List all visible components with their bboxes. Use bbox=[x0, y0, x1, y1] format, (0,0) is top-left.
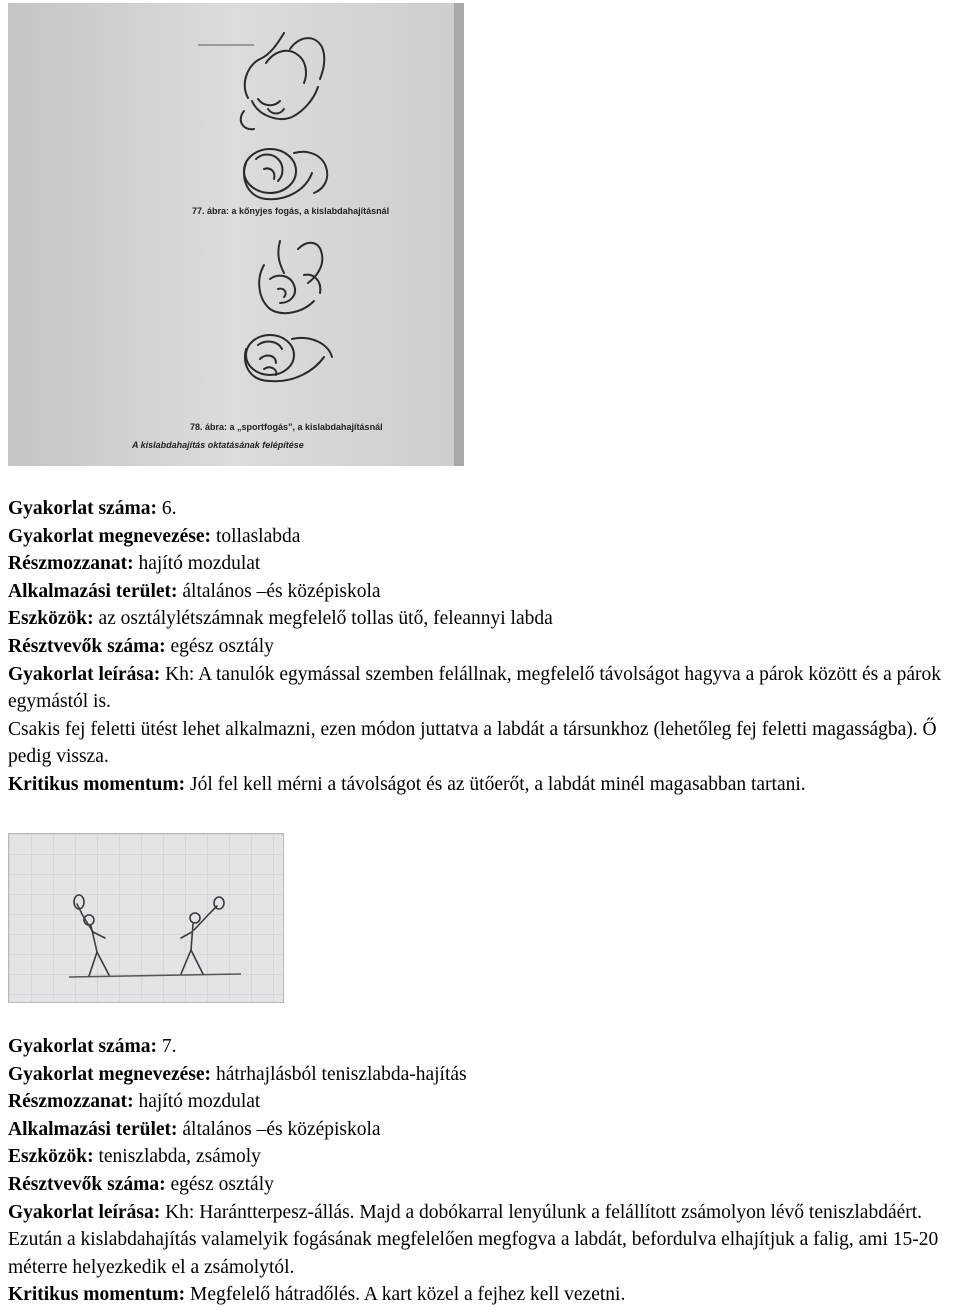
exercise-name-label: Gyakorlat megnevezése: bbox=[8, 1063, 212, 1085]
exercise-tools-label: Eszközök: bbox=[8, 1146, 94, 1168]
exercise-area-row bbox=[8, 578, 960, 606]
exercise-critical-row bbox=[8, 771, 960, 799]
exercise-description-row bbox=[8, 661, 960, 716]
exercise-part-row bbox=[8, 1088, 960, 1116]
hand-grip-drawings bbox=[8, 3, 464, 466]
exercise-area-label: Alkalmazási terület: bbox=[8, 580, 178, 602]
exercise-number-row bbox=[8, 495, 960, 523]
exercise-part-value: hajító mozdulat bbox=[133, 553, 261, 575]
exercise-participants-row bbox=[8, 633, 960, 661]
exercise-part-row bbox=[8, 550, 960, 578]
badminton-sketch-figure bbox=[8, 833, 284, 1003]
figure-caption-bottom: A kislabdahajítás oktatásának felépítése bbox=[132, 440, 304, 450]
exercise-area-row bbox=[8, 1116, 960, 1144]
figure-caption-78: 78. ábra: a „sportfogás”, a kislabdahajításnál bbox=[190, 422, 383, 432]
exercise-part-label: Részmozzanat: bbox=[8, 1091, 134, 1113]
exercise-number-label: Gyakorlat száma: bbox=[8, 1036, 157, 1057]
figure-caption-77: 77. ábra: a kőnyjes fogás, a kislabdahajításnál bbox=[192, 206, 390, 216]
stick-figures-drawing bbox=[9, 834, 284, 1003]
exercise-critical-value: Megfelelő hátradőlés. A kart közel a fejhez kell vezetni. bbox=[185, 1284, 626, 1306]
exercise-tools-value: az osztálylétszámnak megfelelő tollas ütő, feleannyi labda bbox=[93, 608, 553, 630]
exercise-area-label: Alkalmazási terület: bbox=[8, 1118, 178, 1140]
exercise-participants-label: Résztvevők száma: bbox=[8, 1173, 166, 1195]
exercise-critical-label: Kritikus momentum: bbox=[8, 773, 186, 795]
exercise-name-row bbox=[8, 1061, 960, 1089]
exercise-number-row bbox=[8, 1033, 960, 1061]
exercise-tools-value: teniszlabda, zsámoly bbox=[93, 1146, 261, 1168]
exercise-participants-row bbox=[8, 1171, 960, 1199]
exercise-name-label: Gyakorlat megnevezése: bbox=[8, 525, 212, 547]
exercise-name-value: tollaslabda bbox=[211, 525, 301, 547]
exercise-participants-value: egész osztály bbox=[165, 635, 274, 657]
exercise-tools-row bbox=[8, 605, 960, 633]
exercise-name-value: hátrhajlásból teniszlabda-hajítás bbox=[211, 1063, 467, 1085]
exercise-participants-value: egész osztály bbox=[165, 1173, 274, 1195]
exercise-participants-label: Résztvevők száma: bbox=[8, 635, 166, 657]
exercise-number-value: 7. bbox=[156, 1036, 177, 1057]
exercise-description-value: Kh: A tanulók egymással szemben felállnak, megfelelő távolságot hagyva a párok között és a párok egymástól is. bbox=[8, 663, 942, 713]
exercise-area-value: általános –és középiskola bbox=[177, 1118, 381, 1140]
exercise-area-value: általános –és középiskola bbox=[177, 580, 381, 602]
exercise-number-label: Gyakorlat száma: bbox=[8, 498, 157, 519]
exercise-description-continued: Csakis fej feletti ütést lehet alkalmazni, ezen módon juttatva a labdát a társunkhoz (lehetőleg fej feletti magasságba). Ő pedig vissza. bbox=[8, 718, 937, 768]
hand-grip-figure bbox=[8, 3, 464, 466]
exercise-name-row bbox=[8, 523, 960, 551]
exercise-critical-value: Jól fel kell mérni a távolságot és az ütőerőt, a labdát minél magasabban tartani. bbox=[185, 773, 806, 795]
exercise-critical-row bbox=[8, 1281, 960, 1309]
exercise-7 bbox=[8, 1033, 960, 1309]
exercise-description-label: Gyakorlat leírása: bbox=[8, 1201, 161, 1223]
exercise-tools-label: Eszközök: bbox=[8, 608, 94, 630]
exercise-6 bbox=[8, 495, 960, 799]
exercise-critical-label: Kritikus momentum: bbox=[8, 1284, 186, 1306]
exercise-part-value: hajító mozdulat bbox=[133, 1091, 261, 1113]
exercise-part-label: Részmozzanat: bbox=[8, 553, 134, 575]
exercise-description-row bbox=[8, 1199, 960, 1282]
exercise-description-label: Gyakorlat leírása: bbox=[8, 663, 161, 685]
exercise-tools-row bbox=[8, 1143, 960, 1171]
exercise-number-value: 6. bbox=[156, 498, 177, 519]
exercise-description-value: Kh: Harántterpesz-állás. Majd a dobókarral lenyúlunk a felállított zsámolyon lévő teniszlabdáért. Ezután a kislabdahajítás valamelyik fogásának megfelelően megfogva a labdát, befordulva elhajítjuk a falig, ami 15-20 méterre helyezkedik el a zsámolytól. bbox=[8, 1201, 939, 1278]
